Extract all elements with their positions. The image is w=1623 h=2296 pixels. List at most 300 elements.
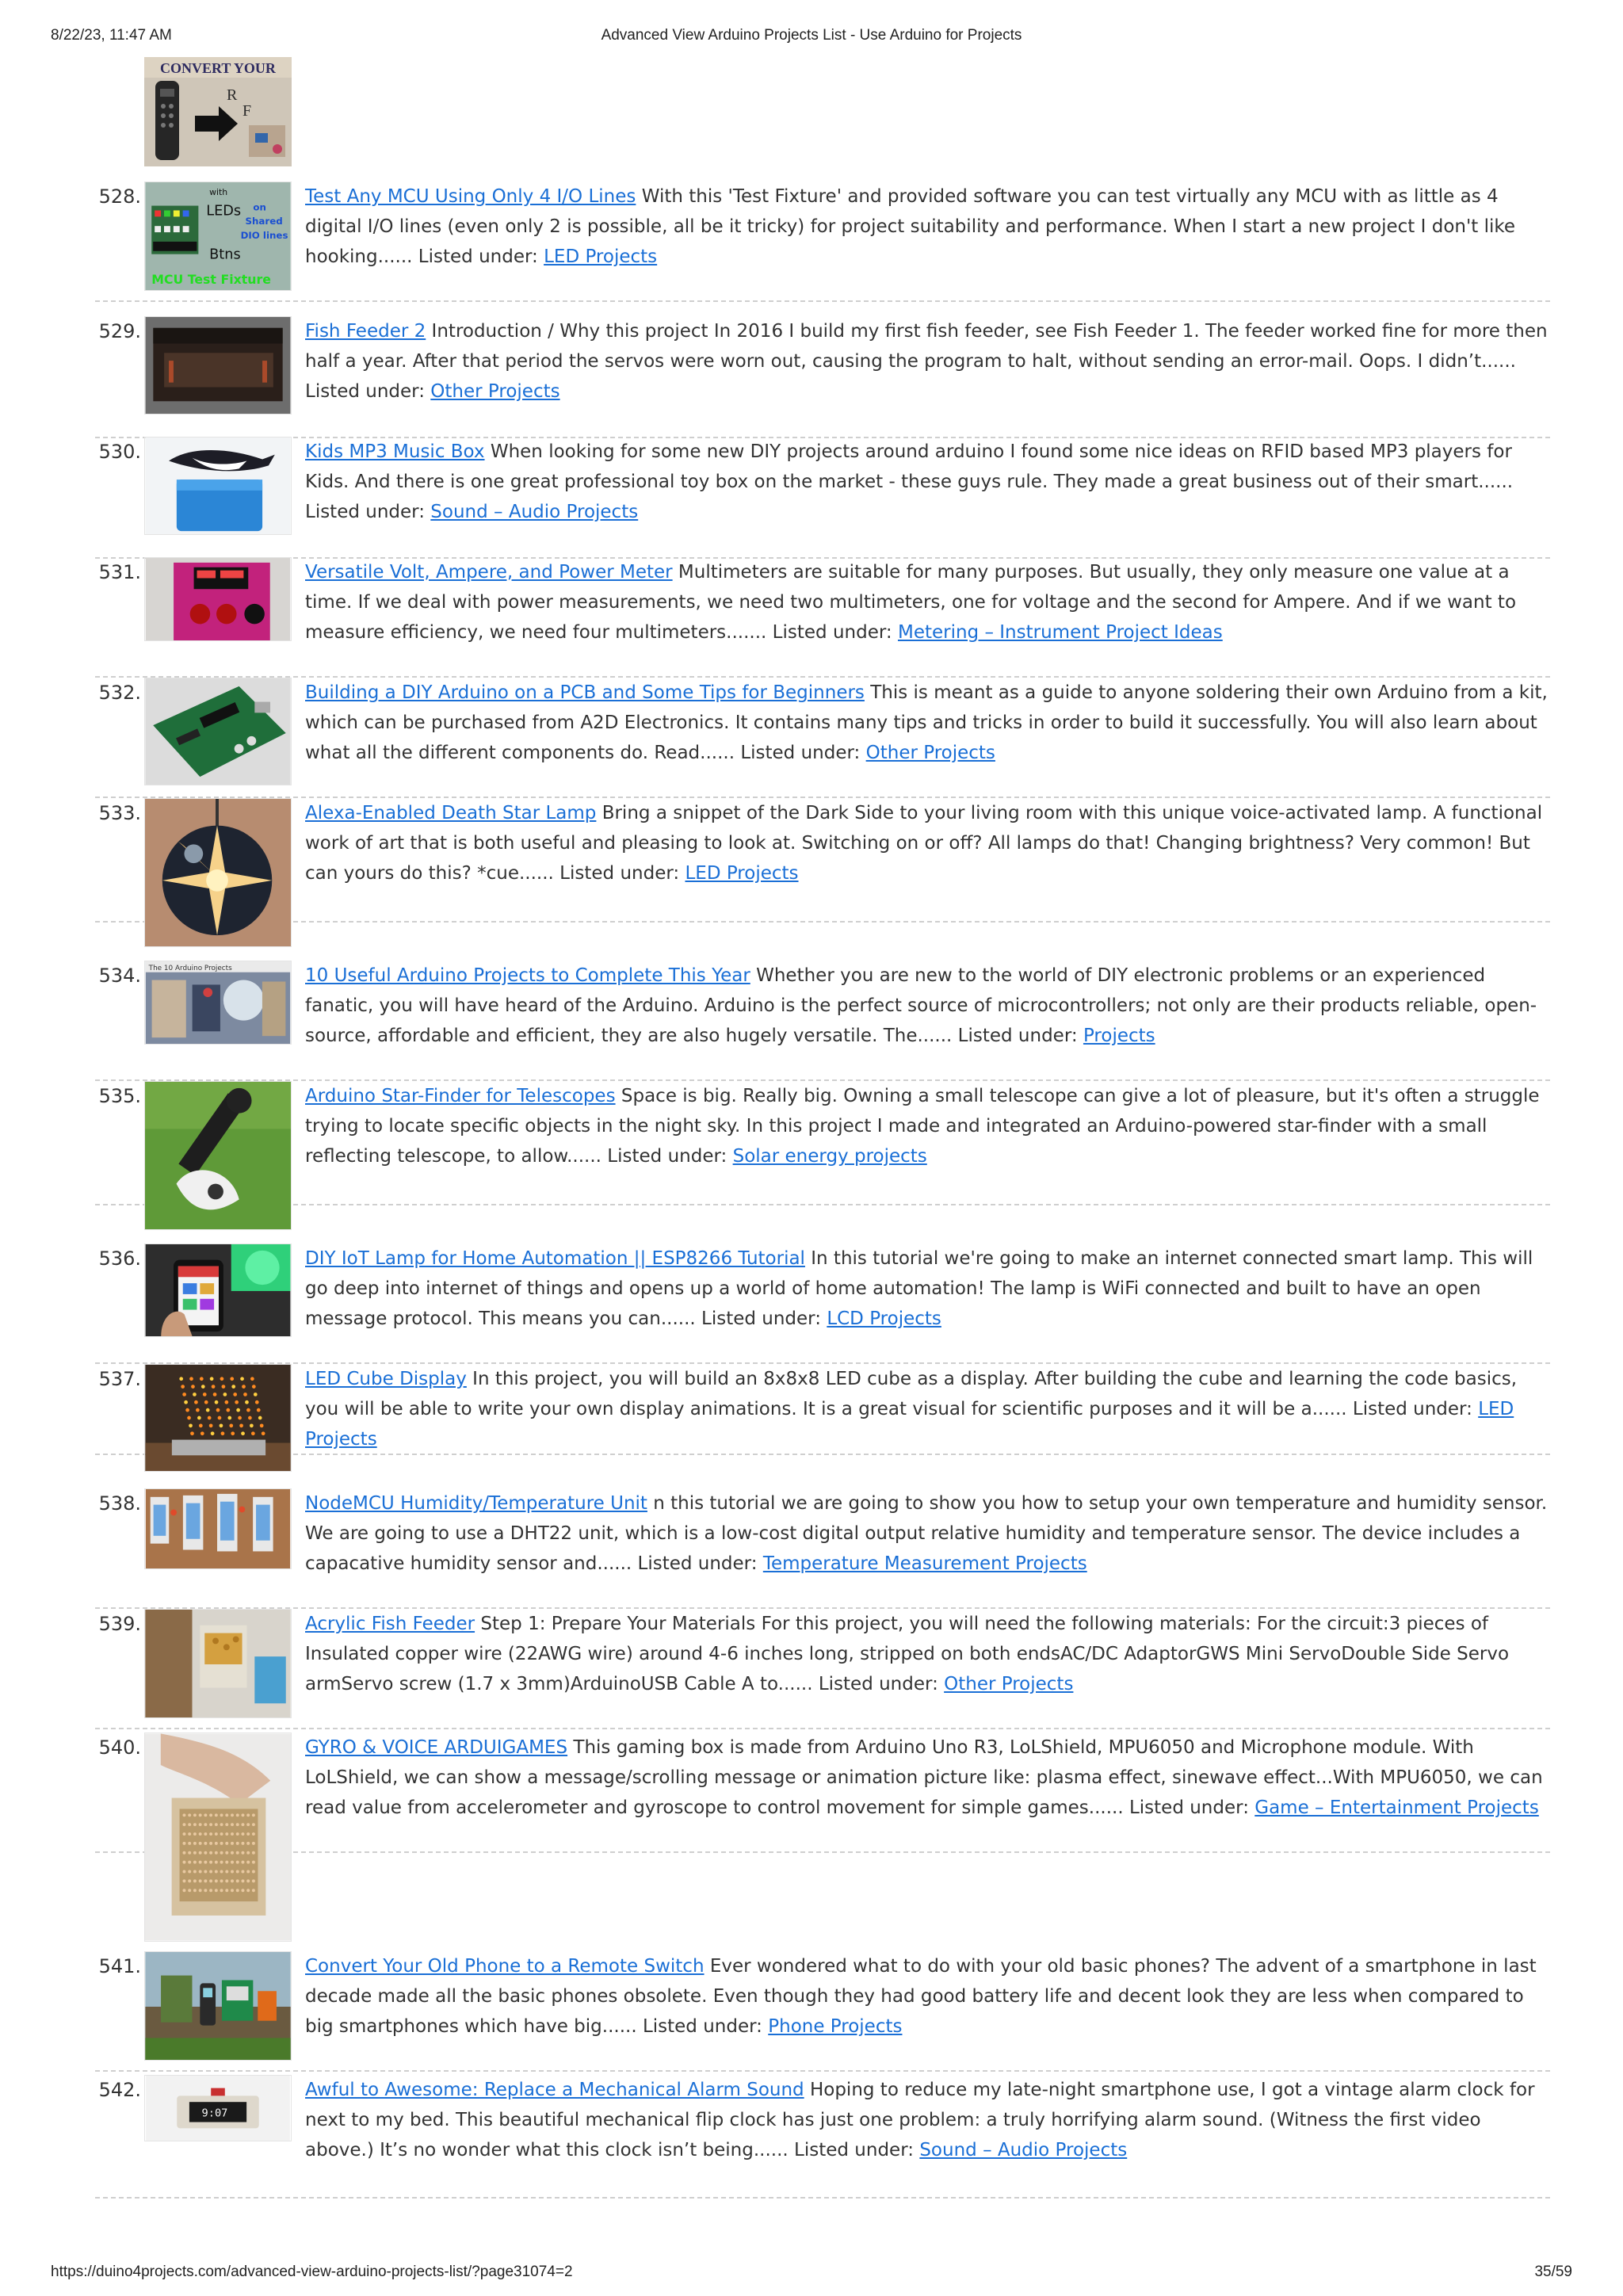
led-dot [204, 1832, 207, 1836]
thumb-text-on: on [253, 201, 266, 213]
thumb-text-with: with [209, 186, 228, 197]
iot-lamp-graphic [145, 1244, 291, 1336]
project-description: n this tutorial we are going to show you how to setup your own temperature and humidity sensor. We are going to use a DHT22 unit, which is a low-cost digital output relative humidity and temperature sensor. The device includes a capacative humidity sensor and...... [305, 1493, 1548, 1574]
led-dot [220, 1870, 223, 1874]
led-dot [231, 1889, 234, 1892]
project-entry [95, 1081, 1550, 1205]
thumb-text-f: F [242, 102, 252, 120]
led-dot [220, 1377, 224, 1381]
category-link[interactable]: LED Projects [305, 1399, 1514, 1450]
entry-number: 535. [98, 1085, 141, 1107]
led-dot [196, 1408, 200, 1412]
clock-display-text: 9:07 [201, 2107, 228, 2120]
led-dot [231, 1842, 234, 1845]
project-title-link[interactable]: Fish Feeder 2 [305, 321, 426, 342]
project-title-link[interactable]: Versatile Volt, Ampere, and Power Meter [305, 562, 673, 583]
useful-projects-graphic [145, 961, 291, 1044]
led-dot [188, 1823, 191, 1826]
entry-text [305, 557, 1550, 648]
led-dot [220, 1423, 223, 1427]
led-dot [236, 1408, 240, 1412]
project-entry [95, 557, 1550, 678]
led-dot [241, 1851, 244, 1855]
thumb-text-mcu-test-fixture: MCU Test Fixture [151, 272, 271, 288]
thumb-text-btns: Btns [209, 246, 241, 263]
led-dot [188, 1870, 191, 1874]
entry-number: 529. [98, 320, 141, 342]
entry-text [305, 961, 1550, 1051]
nodemcu-humidity-thumbnail-image[interactable] [144, 1488, 292, 1569]
led-dot [182, 1851, 185, 1855]
project-entry [95, 1951, 1550, 2072]
led-dot [241, 1842, 244, 1845]
led-dot [193, 1861, 197, 1864]
led-dot [191, 1385, 195, 1389]
category-link[interactable]: Sound – Audio Projects [919, 2140, 1128, 2160]
led-dot [241, 1813, 244, 1817]
category-link[interactable]: LCD Projects [827, 1308, 941, 1329]
project-title-link[interactable]: Alexa-Enabled Death Star Lamp [305, 803, 597, 823]
led-dot [209, 1823, 212, 1826]
led-dot [226, 1408, 230, 1412]
led-dot [230, 1377, 234, 1381]
led-dot [252, 1813, 255, 1817]
category-link[interactable]: Projects [1083, 1026, 1155, 1046]
led-dot [188, 1832, 191, 1836]
led-dot [199, 1832, 202, 1836]
led-cube-graphic [145, 1365, 291, 1471]
project-description: Hoping to reduce my late-night smartphone use, I got a vintage alarm clock for next to my bed. This beautiful mechanical flip clock has just one problem: a truly horrifying alarm sound. (Witness the first video above.) It’s no wonder what this clock isn’t being...... [305, 2080, 1535, 2160]
project-title-link[interactable]: Arduino Star-Finder for Telescopes [305, 1086, 616, 1106]
acrylic-fish-feeder-thumbnail-image[interactable] [144, 1609, 292, 1718]
led-dot [225, 1813, 228, 1817]
led-dot [220, 1861, 223, 1864]
led-dot [184, 1400, 188, 1404]
led-dot [241, 1870, 244, 1874]
led-dot [225, 1879, 228, 1882]
category-link[interactable]: Other Projects [430, 381, 560, 402]
led-dot [246, 1861, 250, 1864]
led-dot [199, 1813, 202, 1817]
led-dot [197, 1416, 201, 1420]
remote-thumbnail-graphic [144, 57, 292, 166]
entry-text [305, 1244, 1550, 1334]
listed-under-label: Listed under: [794, 2140, 915, 2160]
project-description: Introduction / Why this project In 2016 I build my first fish feeder, see Fish Feeder 1. The feeder worked fine for more then half a year. After that period the servos were worn out, causing the program to halt, without sending an error-mail. Oops. I didn’t...... [305, 321, 1548, 372]
entry-text [305, 1081, 1550, 1171]
led-dot [225, 1823, 228, 1826]
led-dot [252, 1385, 256, 1389]
led-dot [209, 1879, 212, 1882]
led-dot [242, 1385, 246, 1389]
listed-under-label: Listed under: [642, 2016, 762, 2037]
led-dot [246, 1851, 250, 1855]
led-dot [188, 1889, 191, 1892]
fish-feeder-thumbnail-image[interactable] [144, 316, 292, 415]
led-dot [199, 1861, 202, 1864]
led-dot [231, 1861, 234, 1864]
led-dot [212, 1385, 216, 1389]
project-description: Bring a snippet of the Dark Side to your living room with this unique voice-activated lamp. A functional work of art that is both useful and pleasing to look at. Switching on or off? All lamps do that! Changing brightness? Very common! But can yours do this? *cue...... [305, 803, 1543, 884]
led-dot [246, 1823, 250, 1826]
entry-number: 533. [98, 802, 141, 824]
led-dot [181, 1385, 185, 1389]
category-link[interactable]: Solar energy projects [732, 1146, 927, 1167]
led-dot [209, 1851, 212, 1855]
entry-text [305, 1364, 1550, 1454]
project-title-link[interactable]: GYRO & VOICE ARDUIGAMES [305, 1737, 568, 1758]
led-dot [245, 1400, 249, 1404]
led-dot [224, 1400, 228, 1404]
project-description: Whether you are new to the world of DIY electronic problems or an experienced fanatic, you will have heard of the Arduino. Arduino is the perfect source of microcontrollers; not only are their products reliable, open-source, affordable and efficient, they are also hugely versatile. The...... [305, 965, 1537, 1046]
led-dot [236, 1842, 239, 1845]
print-page-url: https://duino4projects.com/advanced-view-arduino-projects-list/?page31074=2 [51, 2264, 573, 2280]
led-dot [252, 1851, 255, 1855]
listed-under-label: Listed under: [701, 1308, 821, 1329]
led-dot [209, 1870, 212, 1874]
thumb-text-convert: CONVERT YOUR [160, 60, 276, 76]
remote-thumbnail-image[interactable] [144, 57, 292, 166]
led-dot [204, 1842, 207, 1845]
entry-number: 531. [98, 561, 141, 583]
project-title-link[interactable]: 10 Useful Arduino Projects to Complete This Year [305, 965, 750, 986]
led-dot [215, 1851, 218, 1855]
test-fixture-graphic [145, 182, 291, 290]
led-dot [254, 1392, 258, 1396]
project-entry [95, 961, 1550, 1081]
print-page-number: 35/59 [1534, 2264, 1572, 2280]
remote-switch-phone-graphic [145, 1952, 291, 2060]
led-dot [246, 1870, 250, 1874]
led-dot [182, 1832, 185, 1836]
entry-text [305, 1609, 1550, 1699]
led-dot [241, 1832, 244, 1836]
led-dot [231, 1813, 234, 1817]
led-dot [235, 1400, 239, 1404]
led-dot [215, 1879, 218, 1882]
category-link[interactable]: Other Projects [944, 1674, 1074, 1694]
listed-under-label: Listed under: [957, 1026, 1078, 1046]
led-dot [194, 1400, 198, 1404]
entry-number: 542. [98, 2079, 141, 2101]
star-finder-thumbnail-image[interactable] [144, 1081, 292, 1230]
alarm-clock-graphic [145, 2076, 291, 2141]
project-title-link[interactable]: Awful to Awesome: Replace a Mechanical Alarm Sound [305, 2080, 804, 2100]
category-link[interactable]: Temperature Measurement Projects [762, 1553, 1087, 1574]
led-dot [260, 1423, 264, 1427]
led-dot [208, 1416, 212, 1420]
led-dot [193, 1842, 197, 1845]
death-star-lamp-thumbnail-image[interactable] [144, 798, 292, 947]
led-dot [236, 1832, 239, 1836]
category-link[interactable]: Sound – Audio Projects [430, 502, 639, 522]
led-dot [236, 1823, 239, 1826]
entry-text [305, 1733, 1550, 1823]
thumb-text-shared: Shared [245, 216, 283, 227]
project-entry [95, 437, 1550, 559]
project-description: Multimeters are suitable for many purposes. But usually, they only measure one value at a time. If we deal with power measurements, we need two multimeters, one for voltage and the second for Ampere. And if we want to measure efficiency, we need four multimeters....... [305, 562, 1517, 643]
entry-number: 537. [98, 1368, 141, 1390]
led-dot [246, 1832, 250, 1836]
led-dot [255, 1400, 259, 1404]
led-dot [220, 1879, 223, 1882]
led-dot [182, 1879, 185, 1882]
led-dot [241, 1879, 244, 1882]
led-dot [252, 1861, 255, 1864]
led-dot [225, 1842, 228, 1845]
led-dot [193, 1851, 197, 1855]
led-dot [199, 1870, 202, 1874]
led-dot [188, 1813, 191, 1817]
entry-number: 541. [98, 1955, 141, 1977]
led-dot [220, 1889, 223, 1892]
mp3-box-graphic [145, 437, 291, 534]
led-dot [240, 1377, 244, 1381]
entry-number: 532. [98, 682, 141, 704]
listed-under-label: Listed under: [418, 246, 538, 267]
led-dot [225, 1832, 228, 1836]
led-dot [204, 1889, 207, 1892]
led-dot [220, 1823, 223, 1826]
led-dot [209, 1423, 213, 1427]
category-link[interactable]: Phone Projects [768, 2016, 903, 2037]
project-entry [95, 2075, 1550, 2199]
led-dot [213, 1392, 217, 1396]
project-title-link[interactable]: Convert Your Old Phone to a Remote Switch [305, 1956, 705, 1977]
thumb-text-leds: LEDs [206, 203, 242, 220]
led-dot [236, 1861, 239, 1864]
led-dot [236, 1870, 239, 1874]
led-dot [199, 1423, 203, 1427]
led-dot [185, 1408, 189, 1412]
useful-projects-thumbnail-image[interactable] [144, 961, 292, 1045]
mp3-box-thumbnail-image[interactable] [144, 437, 292, 535]
listed-under-label: Listed under: [740, 743, 861, 763]
led-dot [188, 1861, 191, 1864]
led-dot [179, 1377, 183, 1381]
led-dot [203, 1392, 207, 1396]
led-dot [231, 1851, 234, 1855]
print-header [51, 24, 1572, 48]
led-dot [238, 1416, 242, 1420]
led-dot [215, 1870, 218, 1874]
led-dot [215, 1400, 219, 1404]
project-description: In this tutorial we're going to make an internet connected smart lamp. This will go deep into internet of things and opens up a world of home automation! The lamp is WiFi connected and built to have an open message protocol. This means you can...... [305, 1248, 1533, 1329]
project-description: With this 'Test Fixture' and provided software you can test virtually any MCU with as little as 4 digital I/O lines (even only 2 is possible, all be it tricky) for project suitability and performance. When I start a new project I don't like hooking...... [305, 186, 1516, 267]
led-dot [246, 1813, 250, 1817]
listed-under-label: Listed under: [637, 1553, 758, 1574]
print-datetime: 8/22/23, 11:47 AM [51, 27, 172, 44]
test-fixture-thumbnail-image[interactable] [144, 181, 292, 291]
led-dot [231, 1431, 235, 1435]
led-dot [241, 1889, 244, 1892]
entry-number: 539. [98, 1613, 141, 1635]
led-dot [189, 1377, 193, 1381]
led-dot [182, 1889, 185, 1892]
led-dot [246, 1889, 250, 1892]
led-dot [188, 1842, 191, 1845]
entry-number: 528. [98, 185, 141, 208]
led-dot [231, 1870, 234, 1874]
led-dot [231, 1385, 235, 1389]
alarm-clock-thumbnail-image[interactable] [144, 2075, 292, 2141]
listed-under-label: Listed under: [305, 381, 425, 402]
led-dot [193, 1832, 197, 1836]
entry-text [305, 1488, 1550, 1579]
led-dot [204, 1879, 207, 1882]
entry-number: 530. [98, 441, 141, 463]
led-dot [215, 1861, 218, 1864]
entry-text [305, 798, 1550, 888]
led-dot [209, 1813, 212, 1817]
project-entry [95, 1609, 1550, 1729]
diy-arduino-thumbnail-image[interactable] [144, 678, 292, 785]
led-dot [246, 1879, 250, 1882]
project-title-link[interactable]: Acrylic Fish Feeder [305, 1614, 475, 1634]
entry-number: 540. [98, 1736, 141, 1759]
entry-text [305, 181, 1550, 272]
category-link[interactable]: Metering – Instrument Project Ideas [897, 622, 1223, 643]
remote-switch-phone-thumbnail-image[interactable] [144, 1951, 292, 2061]
led-dot [187, 1416, 191, 1420]
led-dot [241, 1861, 244, 1864]
power-meter-graphic [145, 558, 291, 640]
led-dot [246, 1842, 250, 1845]
led-dot [188, 1879, 191, 1882]
led-dot [182, 1813, 185, 1817]
project-entry [95, 1244, 1550, 1364]
led-dot [252, 1879, 255, 1882]
category-link[interactable]: Other Projects [865, 743, 995, 763]
led-dot [193, 1889, 197, 1892]
led-dot [231, 1879, 234, 1882]
project-entry [95, 316, 1550, 438]
listed-under-label: Listed under: [772, 622, 892, 643]
project-entry [95, 1364, 1550, 1455]
led-dot [215, 1832, 218, 1836]
led-dot [241, 1823, 244, 1826]
project-description: In this project, you will build an 8x8x8 LED cube as a display. After building the cube and learning the code basics, you will be able to write your own display animations. It is a great visual for scientific purposes and it will be a...... [305, 1369, 1518, 1419]
led-cube-thumbnail-image[interactable] [144, 1364, 292, 1472]
listed-under-label: Listed under: [559, 863, 680, 884]
led-dot [200, 1377, 204, 1381]
led-dot [220, 1813, 223, 1817]
led-dot [221, 1431, 225, 1435]
led-dot [252, 1823, 255, 1826]
led-dot [215, 1813, 218, 1817]
led-dot [236, 1889, 239, 1892]
project-title-link[interactable]: NodeMCU Humidity/Temperature Unit [305, 1493, 647, 1514]
led-dot [204, 1851, 207, 1855]
led-dot [209, 1889, 212, 1892]
entry-number: 534. [98, 965, 141, 987]
iot-lamp-thumbnail-image[interactable] [144, 1244, 292, 1337]
led-dot [199, 1851, 202, 1855]
led-dot [209, 1832, 212, 1836]
listed-under-label: Listed under: [1352, 1399, 1472, 1419]
entry-text [305, 678, 1550, 768]
led-dot [233, 1392, 237, 1396]
led-dot [241, 1431, 245, 1435]
led-dot [243, 1392, 247, 1396]
led-dot [252, 1842, 255, 1845]
led-dot [251, 1431, 255, 1435]
led-dot [209, 1842, 212, 1845]
project-entry [95, 1733, 1550, 1853]
led-dot [206, 1408, 210, 1412]
led-dot [193, 1813, 197, 1817]
led-dot [216, 1408, 220, 1412]
listed-under-label: Listed under: [818, 1674, 938, 1694]
led-dot [252, 1870, 255, 1874]
arduigames-graphic [145, 1733, 291, 1941]
led-dot [182, 1861, 185, 1864]
thumb-text-dio-lines: DIO lines [240, 229, 288, 241]
led-dot [215, 1823, 218, 1826]
led-dot [199, 1879, 202, 1882]
listed-under-label: Listed under: [607, 1146, 727, 1167]
led-dot [250, 1423, 254, 1427]
led-dot [204, 1813, 207, 1817]
acrylic-fish-feeder-graphic [145, 1610, 291, 1717]
project-title-link[interactable]: LED Cube Display [305, 1369, 467, 1389]
project-title-link[interactable]: Building a DIY Arduino on a PCB and Some Tips for Beginners [305, 682, 865, 703]
arduigames-thumbnail-image[interactable] [144, 1733, 292, 1942]
led-dot [189, 1423, 193, 1427]
led-dot [204, 1861, 207, 1864]
death-star-lamp-graphic [145, 799, 291, 946]
led-dot [225, 1861, 228, 1864]
led-dot [218, 1416, 222, 1420]
led-dot [231, 1823, 234, 1826]
listed-under-label: Listed under: [1128, 1797, 1249, 1818]
led-dot [199, 1823, 202, 1826]
project-title-link[interactable]: DIY IoT Lamp for Home Automation || ESP8266 Tutorial [305, 1248, 805, 1269]
led-dot [201, 1385, 205, 1389]
project-description: Ever wondered what to do with your old basic phones? The advent of a smartphone in last decade made all the basic phones obsolete. Even though they had good battery life and decent look they are less when compared to big smartphones which have big...... [305, 1956, 1537, 2037]
led-dot [231, 1832, 234, 1836]
led-dot [210, 1377, 214, 1381]
project-title-link[interactable]: Kids MP3 Music Box [305, 441, 485, 462]
led-dot [246, 1408, 250, 1412]
entry-text [305, 1951, 1550, 2042]
led-dot [223, 1392, 227, 1396]
led-dot [236, 1851, 239, 1855]
category-link[interactable]: LED Projects [685, 863, 799, 884]
led-dot [204, 1400, 208, 1404]
thumb-text-useful-projects: The 10 Arduino Projects [148, 964, 232, 972]
led-dot [236, 1813, 239, 1817]
category-link[interactable]: Game – Entertainment Projects [1254, 1797, 1539, 1818]
project-description: This is meant as a guide to anyone soldering their own Arduino from a kit, which can be purchased from A2D Electronics. It contains many tips and tricks in order to build it successfully. You will also learn about what all the different components do. Read...... [305, 682, 1548, 763]
led-dot [200, 1431, 204, 1435]
category-link[interactable]: LED Projects [544, 246, 658, 267]
power-meter-thumbnail-image[interactable] [144, 557, 292, 641]
led-dot [188, 1851, 191, 1855]
led-dot [193, 1879, 197, 1882]
led-dot [220, 1851, 223, 1855]
project-description: This gaming box is made from Arduino Uno R3, LoLShield, MPU6050 and Microphone module. With LoLShield, we can show a message/scrolling message or animation picture like: plasma effect, sinewave effect...With MPU6050, we can read value from accelerometer and gyroscope to control movement for simple games...... [305, 1737, 1543, 1818]
led-dot [229, 1423, 233, 1427]
project-entry [95, 678, 1550, 798]
led-dot [225, 1870, 228, 1874]
led-dot [248, 1416, 252, 1420]
led-dot [204, 1823, 207, 1826]
project-entry [95, 181, 1550, 302]
project-title-link[interactable]: Test Any MCU Using Only 4 I/O Lines [305, 186, 636, 207]
led-dot [182, 1823, 185, 1826]
star-finder-graphic [145, 1082, 291, 1229]
